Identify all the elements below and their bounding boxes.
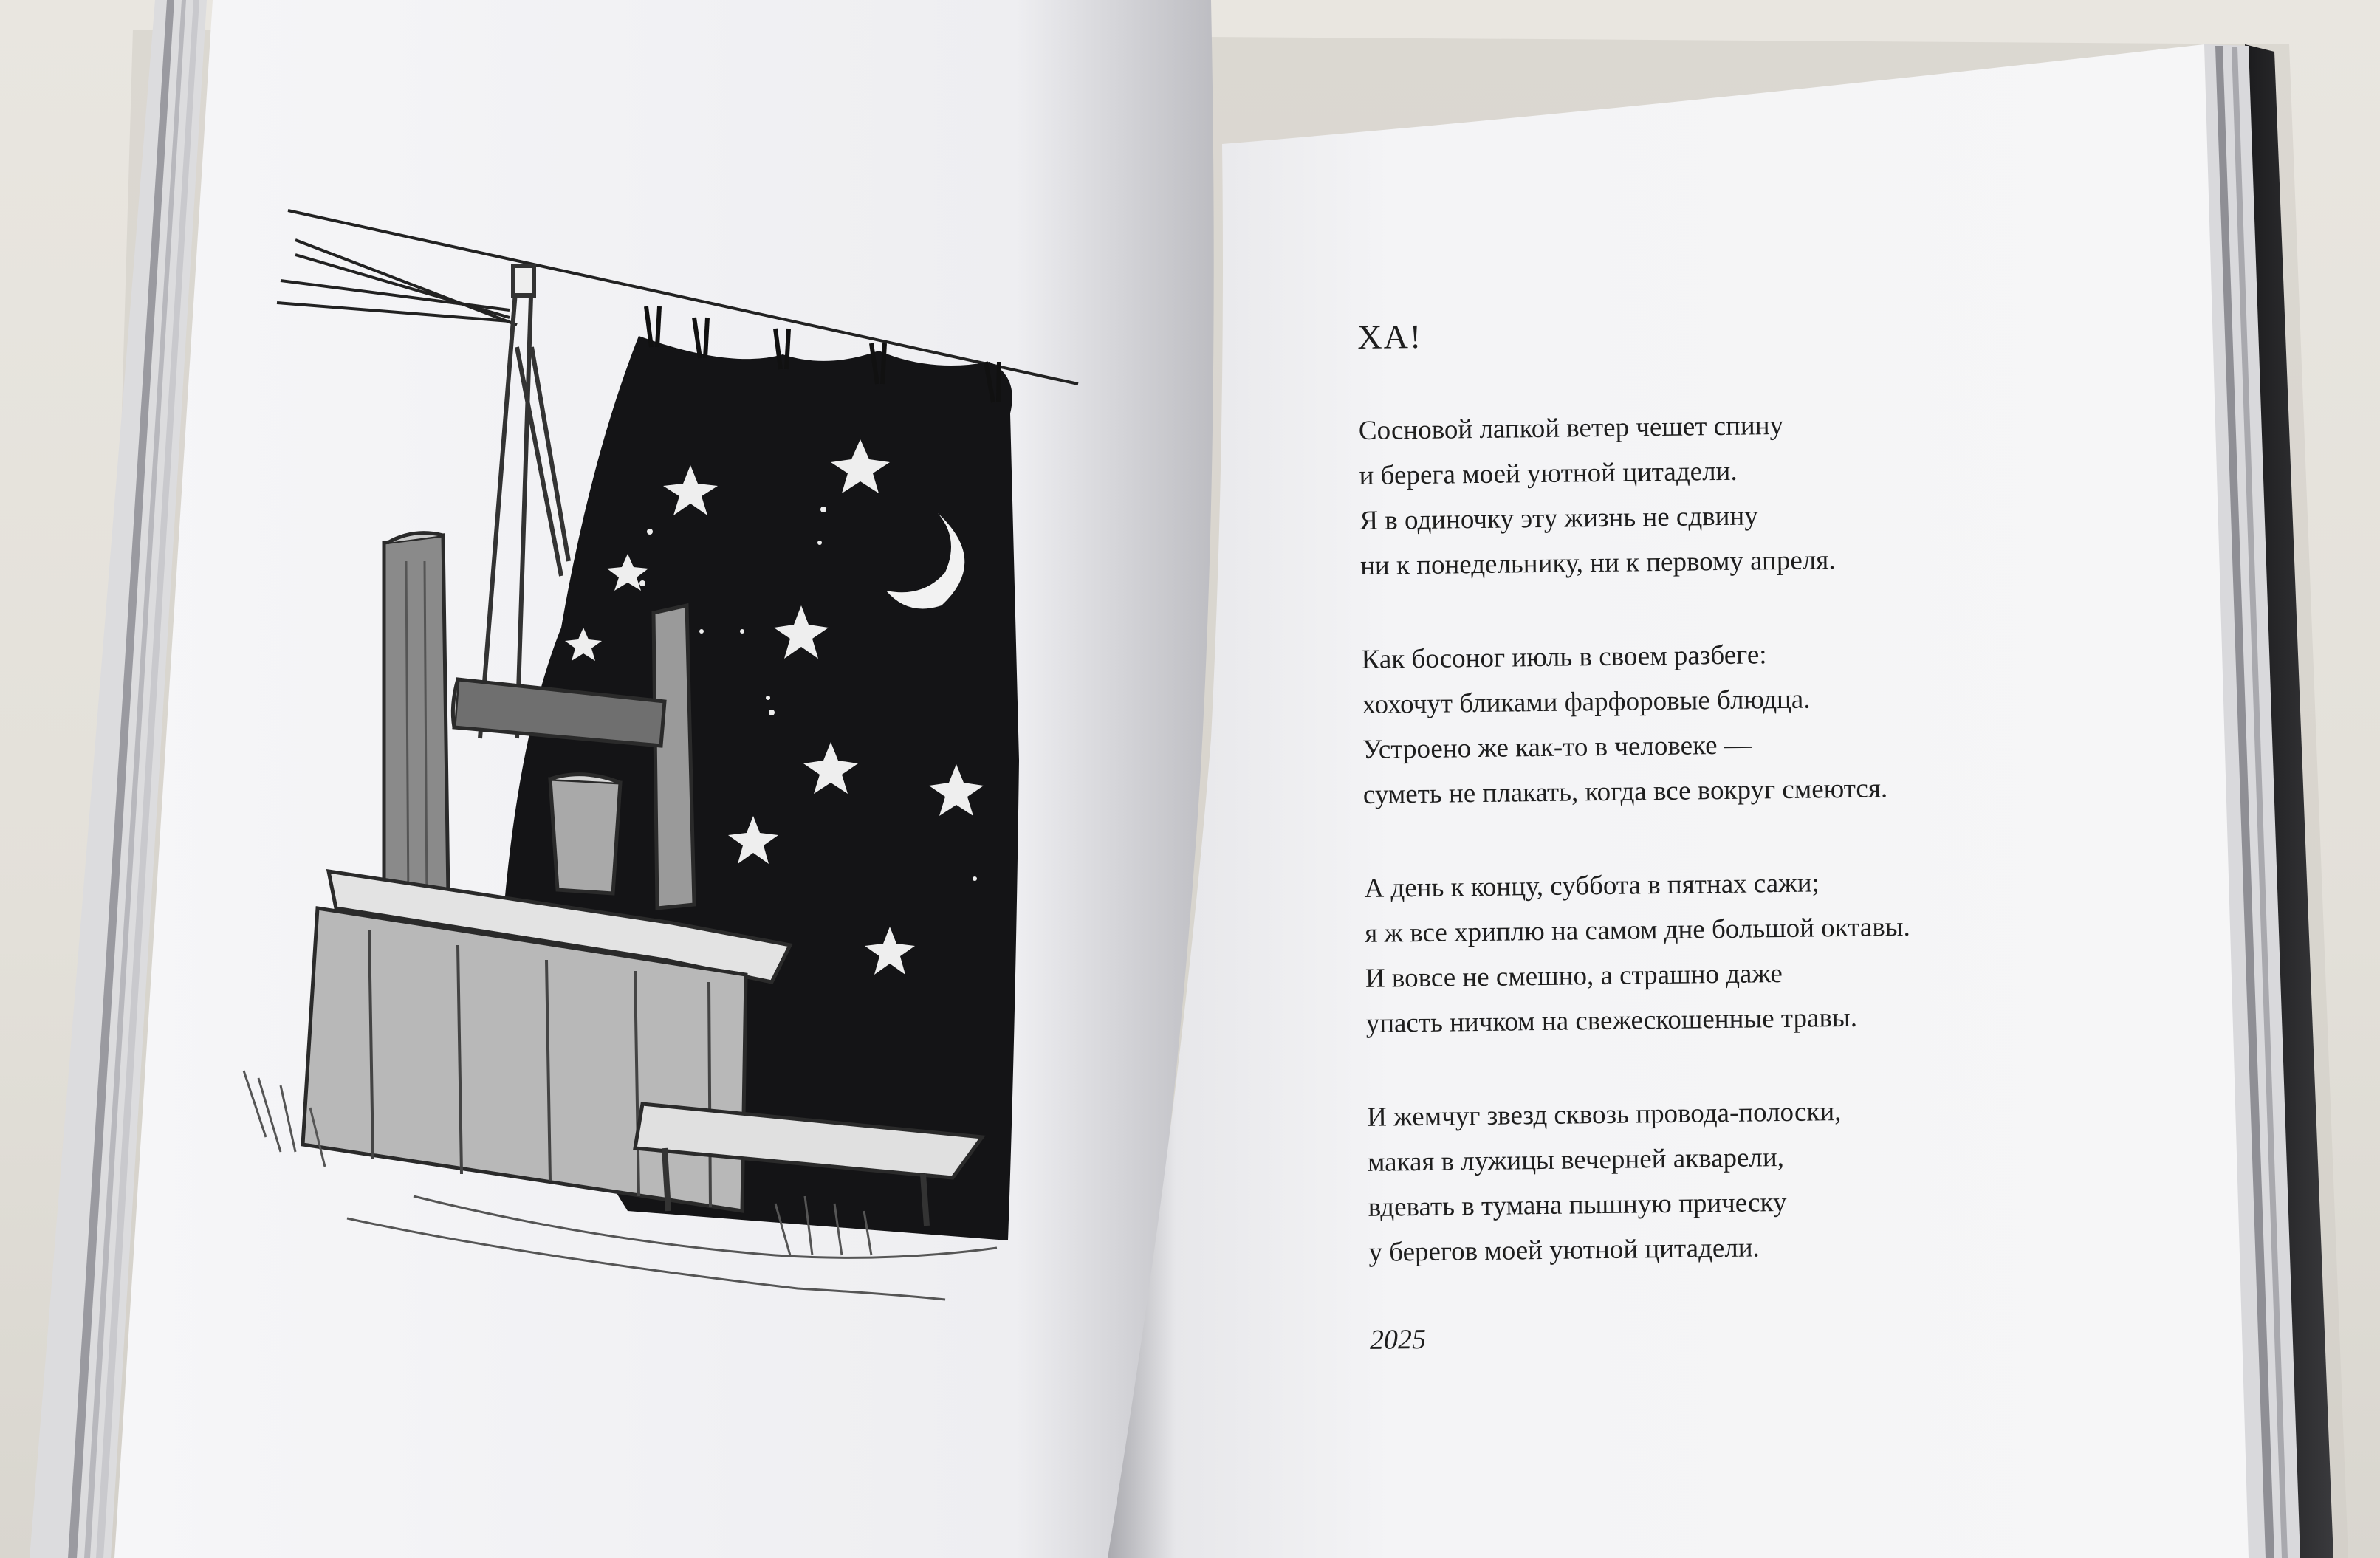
stanza (1359, 399, 2144, 588)
stanza (1361, 628, 2146, 817)
poem-line: суметь не плакать, когда все вокруг смеются. (1362, 773, 1888, 810)
poem-line: и берега моей уютной цитадели. (1359, 456, 1738, 491)
poem-line: вдевать в тумана пышную прическу (1368, 1187, 1787, 1223)
poem-line: у берегов моей уютной цитадели. (1368, 1232, 1760, 1268)
poem-line: упасть ничком на свежескошенные травы. (1365, 1002, 1858, 1039)
poem-line: И вовсе не смешно, а страшно даже (1365, 958, 1783, 994)
poem-line: А день к концу, суббота в пятнах сажи; (1364, 868, 1820, 904)
poem-line: макая в лужицы вечерней акварели, (1367, 1142, 1785, 1178)
poem (1357, 308, 2153, 1356)
poem-year: 2025 (1369, 1323, 1427, 1356)
poem-line: ни к понедельнику, ни к первому апреля. (1359, 545, 1836, 581)
bucket-icon (550, 779, 620, 893)
poem-line: хохочут бликами фарфоровые блюдца. (1362, 684, 1811, 720)
stanza (1367, 1085, 2152, 1275)
poem-title: ХА! (1357, 317, 1423, 356)
poem-line: Устроено же как-то в человеке — (1362, 730, 1752, 765)
poem-line: Я в одиночку эту жизнь не сдвину (1359, 501, 1758, 536)
poem-line: И жемчуг звезд сквозь провода-полоски, (1366, 1097, 1842, 1133)
poem-line: Сосновой лапкой ветер чешет спину (1358, 410, 1784, 446)
poem-line: я ж все хриплю на самом дне большой октавы. (1364, 911, 1910, 949)
poem-line: Как босоног июль в своем разбеге: (1361, 639, 1767, 675)
stanza (1364, 857, 2149, 1046)
